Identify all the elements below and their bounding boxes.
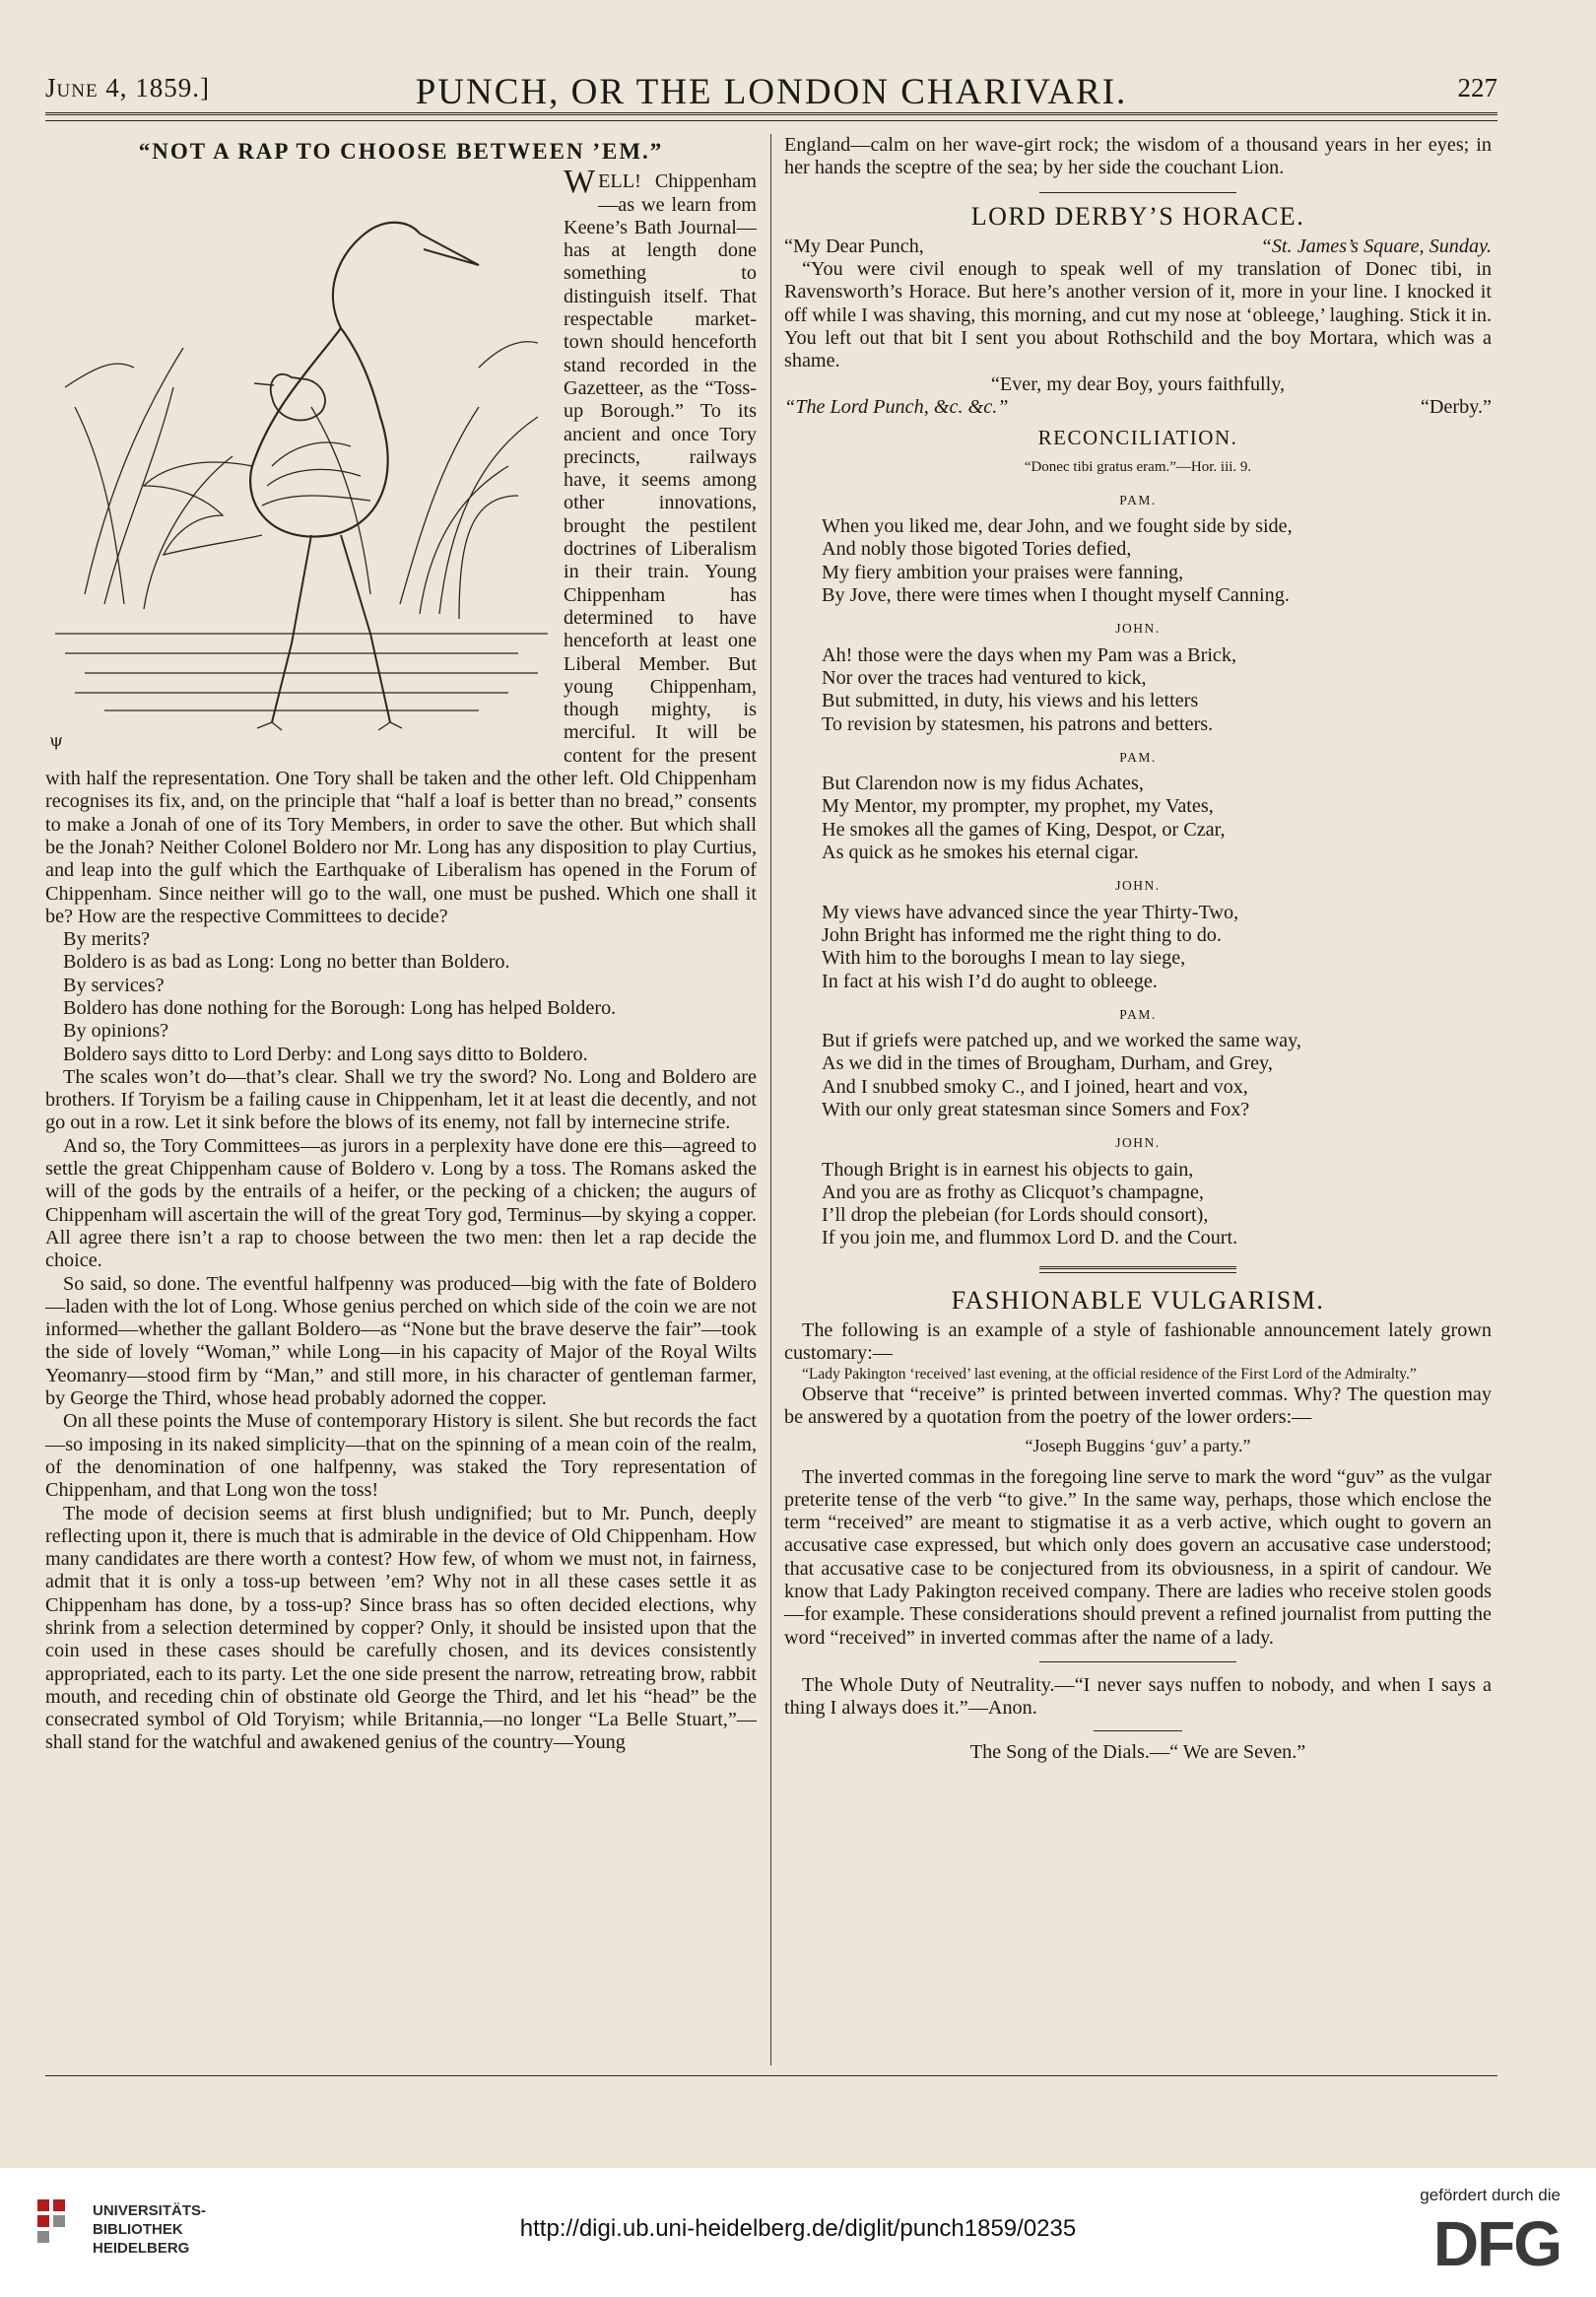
- section-rule: [1039, 1661, 1236, 1662]
- verse-line: When you liked me, dear John, and we fought side by side,: [822, 515, 1293, 538]
- verse-line: I’ll drop the plebeian (for Lords should consort),: [822, 1204, 1209, 1227]
- section-double-rule: [1039, 1266, 1236, 1273]
- article1-paragraph-8: The scales won’t do—that’s clear. Shall we try the sword? No. Long and Boldero are brothers. If Toryism be a failing cause in Chippenham, let it at least die decently, and not go out in a row. Let it sink before the blows of its enemy, not fall by internecine strife.: [45, 1065, 757, 1134]
- poem-stanza: [784, 1131, 1492, 1250]
- stanza-speaker: PAM.: [1119, 492, 1157, 507]
- verse-line: Nor over the traces had ventured to kick,: [822, 666, 1147, 689]
- article1-paragraph-5: Boldero has done nothing for the Borough: Long has helped Boldero.: [63, 996, 617, 1019]
- letter-addressee: “The Lord Punch, &c. &c.”: [784, 395, 1009, 418]
- letter-closing: “Ever, my dear Boy, yours faithfully,: [990, 372, 1286, 395]
- poem-stanza: [784, 1003, 1492, 1121]
- verse-line: As quick as he smokes his eternal cigar.: [822, 842, 1139, 864]
- verse-line: As we did in the times of Brougham, Durham, and Grey,: [822, 1052, 1273, 1075]
- snippet-song-of-the-dials: The Song of the Dials.—“ We are Seven.”: [969, 1740, 1306, 1763]
- article1-paragraph-2: By merits?: [63, 928, 151, 951]
- library-name-line: HEIDELBERG: [93, 2240, 190, 2257]
- poem-epigraph: “Donec tibi gratus eram.”—Hor. iii. 9.: [1024, 458, 1252, 475]
- page-number: 227: [1457, 73, 1497, 102]
- article1-paragraph-4: By services?: [63, 974, 165, 996]
- article3-paragraph-3: The inverted commas in the foregoing line serve to mark the word “guv” as the vulgar preterite tense of the verb “to give.” In the same way, perhaps, those which enclose the term “received” are meant to stigmatise it as a verb active, which ought to govern an accusative case expressed, but which only does govern an accusative case understood; that accusative case to be conjectured from its obviousness, in a spirit of candour. We know that Lady Pakington received company. There are ladies who receive stolen goods—for example. These considerations should prevent a refined journalist from putting the word “received” in inverted commas after the name of a lady.: [784, 1465, 1492, 1649]
- stanza-speaker: PAM.: [1119, 1006, 1157, 1022]
- stanza-speaker: PAM.: [1119, 749, 1157, 765]
- short-rule: [1094, 1730, 1182, 1731]
- page-bottom-rule: [45, 2075, 1497, 2076]
- letter-salutation: “My Dear Punch,: [784, 235, 924, 257]
- article3-paragraph-2: Observe that “receive” is printed between inverted commas. Why? The question may be answered by a quotation from the poetry of the lower orders:—: [784, 1383, 1492, 1428]
- stanza-speaker: JOHN.: [1115, 1135, 1161, 1151]
- verse-line: Ah! those were the days when my Pam was a Brick,: [822, 643, 1237, 666]
- verse-line: But submitted, in duty, his views and his letters: [822, 690, 1199, 712]
- article3-paragraph-1: The following is an example of a style of fashionable announcement lately grown customary:—: [784, 1319, 1492, 1365]
- column-divider: [770, 134, 771, 2065]
- page-header: [45, 69, 1497, 114]
- permalink-url[interactable]: http://digi.ub.uni-heidelberg.de/diglit/punch1859/0235: [519, 2215, 1077, 2242]
- drop-cap: W: [564, 164, 596, 201]
- verse-line: In fact at his wish I’d do aught to obleege.: [822, 970, 1158, 992]
- article1-continuation: England—calm on her wave-girt rock; the wisdom of a thousand years in her eyes; in her hands the sceptre of the sea; by her side the couchant Lion.: [784, 134, 1492, 179]
- verse-line: My fiery ambition your praises were fanning,: [822, 561, 1184, 583]
- verse-line: Though Bright is in earnest his objects to gain,: [822, 1158, 1194, 1181]
- verse-line: And I snubbed smoky C., and I joined, heart and vox,: [822, 1075, 1248, 1098]
- verse-line: But Clarendon now is my fidus Achates,: [822, 773, 1144, 795]
- library-name-line: BIBLIOTHEK: [93, 2221, 183, 2238]
- article-title-lord-derbys-horace: LORD DERBY’S HORACE.: [970, 201, 1305, 231]
- verse-line: If you join me, and flummox Lord D. and the Court.: [822, 1227, 1238, 1250]
- article1-paragraph-11: On all these points the Muse of contemporary History is silent. She but records the fact—so imposing in its naked simplicity—that on the spinning of a mean coin of the realm, of the denomination of one halfpenny, was staked the Tory representation of Chippenham, and that Long won the toss!: [45, 1410, 757, 1502]
- verse-line: He smokes all the games of King, Despot, or Czar,: [822, 818, 1226, 841]
- stanza-speaker: JOHN.: [1115, 878, 1161, 894]
- svg-text:ψ: ψ: [49, 730, 64, 752]
- letter-body: “You were civil enough to speak well of my translation of Donec tibi, in Ravensworth’s Horace. But here’s another version of it, more in your line. I knocked it off while I was shaving, this morning, and cut my nose at ‘obleege,’ laughing. Stick it in. You left out that bit I sent you about Rothschild and the boy Mortara, which was a shame.: [784, 258, 1492, 372]
- verse-line: To revision by statesmen, his patrons and betters.: [822, 712, 1214, 735]
- verse-line: And you are as frothy as Clicquot’s champagne,: [822, 1181, 1204, 1203]
- article-title-not-a-rap: “NOT A RAP TO CHOOSE BETWEEN ’EM.”: [138, 139, 664, 164]
- digitization-footer: [0, 2168, 1596, 2297]
- article3-quote-2: “Joseph Buggins ‘guv’ a party.”: [1025, 1436, 1251, 1456]
- verse-line: John Bright has informed me the right thing to do.: [822, 923, 1222, 946]
- article1-paragraph-6: By opinions?: [63, 1020, 169, 1043]
- library-name-line: UNIVERSITÄTS-: [93, 2202, 207, 2219]
- verse-line: My views have advanced since the year Thirty-Two,: [822, 901, 1239, 923]
- letter-sign-off: [784, 396, 1492, 419]
- stork-engraving: [45, 170, 554, 754]
- article1-paragraph-12: The mode of decision seems at first blush undignified; but to Mr. Punch, deeply reflecting upon it, there is much that is admirable in the device of Old Chippenham. How many candidates are there worth a contest? How few, of whom we must not, in fairness, admit that it is only a toss-up between ’em? Why not in all these cases settle it as Chippenham has done, by a toss-up? Since brass has so often decided elections, why shrink from a selection determined by copper? Only, it should be insisted upon that the coin used in these cases should be carefully chosen, and its devices consistently appropriated, each to its party. Let the one side present the narrow, retreating brow, rabbit mouth, and receding chin of obstinate old George the Third, and let his “head” be the consecrated symbol of Old Toryism; while Britannia,—no longer “La Belle Stuart,”—shall stand for the watchful and awakened genius of the country—Young: [45, 1502, 757, 1754]
- verse-line: But if griefs were patched up, and we worked the same way,: [822, 1030, 1301, 1052]
- verse-line: And nobly those bigoted Tories defied,: [822, 538, 1132, 561]
- stork-in-reeds-illustration: [45, 170, 554, 754]
- article1-paragraph-1-text: ELL! Chippenham—as we learn from Keene’s Bath Journal—has at length done something to distinguish itself. That respectable market-town should henceforth stand recorded in the Gazetteer, as the “Toss-up Borough.” To its ancient and once Tory precincts, railways have, it seems among other innovations, brought the pestilent doctrines of Liberalism in their train. Young Chippenham has determined to have henceforth at least one Liberal Member. But young Chippenham, though mighty, is merciful. It will be content for the present with half the representation. One Tory shall be taken and the other left. Old Chippenham recognises its fix, and, on the principle that “half a loaf is better than no bread,” consents to make a Jonah of one of its Tory Members, in order to save the other. But which shall be the Jonah? Neither Colonel Boldero nor Mr. Long has any disposition to play Curtius, and leap into the gulf which the Earthquake of Liberalism has opened in the Forum of Chippenham. Since neither will go to the wall, one must be pushed. Which one shall it be? How are the respective Committees to decide?: [45, 170, 757, 927]
- poem-stanza: [784, 874, 1492, 992]
- right-column: [784, 134, 1492, 1764]
- article1-paragraph-9: And so, the Tory Committees—as jurors in a perplexity have done ere this—agreed to settle the great Chippenham cause of Boldero v. Long by a toss. The Romans asked the will of the gods by the entrails of a heifer, or the pecking of a chicken; the augurs of Chippenham will ascertain the will of the great Tory god, Terminus—by skying a copper. All agree there isn’t a rap to choose between the two men: then let a rap decide the choice.: [45, 1134, 757, 1272]
- article-title-fashionable-vulgarism: FASHIONABLE VULGARISM.: [951, 1285, 1325, 1315]
- poem-stanza: [784, 489, 1492, 607]
- article1-paragraph-3: Boldero is as bad as Long: Long no better than Boldero.: [63, 951, 510, 974]
- verse-line: By Jove, there were times when I thought myself Canning.: [822, 584, 1290, 607]
- verse-line: With our only great statesman since Somers and Fox?: [822, 1098, 1250, 1120]
- snippet-whole-duty-of-neutrality: The Whole Duty of Neutrality.—“I never says nuffen to nobody, and when I says a thing I always does it.”—Anon.: [784, 1673, 1492, 1720]
- article3-quote-1: “Lady Pakington ‘received’ last evening, at the official residence of the First Lord of the Admiralty.”: [802, 1365, 1417, 1383]
- section-rule: [1039, 192, 1236, 193]
- letter-address: “St. James’s Square, Sunday.: [1260, 235, 1492, 257]
- issue-date: June 4, 1859.]: [45, 73, 211, 102]
- masthead-title: PUNCH, OR THE LONDON CHARIVARI.: [415, 72, 1128, 112]
- letter-heading: [784, 236, 1492, 258]
- article1-paragraph-7: Boldero says ditto to Lord Derby: and Long says ditto to Boldero.: [63, 1043, 588, 1065]
- dfg-logo: DFG: [1432, 2208, 1561, 2279]
- poem-stanza: [784, 617, 1492, 735]
- header-rule: [45, 112, 1497, 121]
- poem-title: RECONCILIATION.: [1037, 426, 1238, 450]
- letter-signature: “Derby.”: [1420, 395, 1492, 418]
- article1-paragraph-10: So said, so done. The eventful halfpenny was produced—big with the fate of Boldero—laden with the lot of Long. Whose genius perched on which side of the coin we are not informed—whether the gallant Boldero—as “None but the brave deserve the fair”—took the side of lovely “Woman,” while Long—in his capacity of Major of the Royal Wilts Yeomanry—stood firm by “Man,” and still more, in his character of gentleman farmer, by George the Third, whose head probably adorned the copper.: [45, 1272, 757, 1410]
- funding-caption: gefördert durch die: [1420, 2186, 1561, 2204]
- left-column: [45, 134, 757, 1755]
- verse-line: With him to the boroughs I mean to lay siege,: [822, 947, 1186, 970]
- verse-line: My Mentor, my prompter, my prophet, my Vates,: [822, 795, 1214, 818]
- stanza-speaker: JOHN.: [1115, 621, 1161, 637]
- poem-stanza: [784, 746, 1492, 864]
